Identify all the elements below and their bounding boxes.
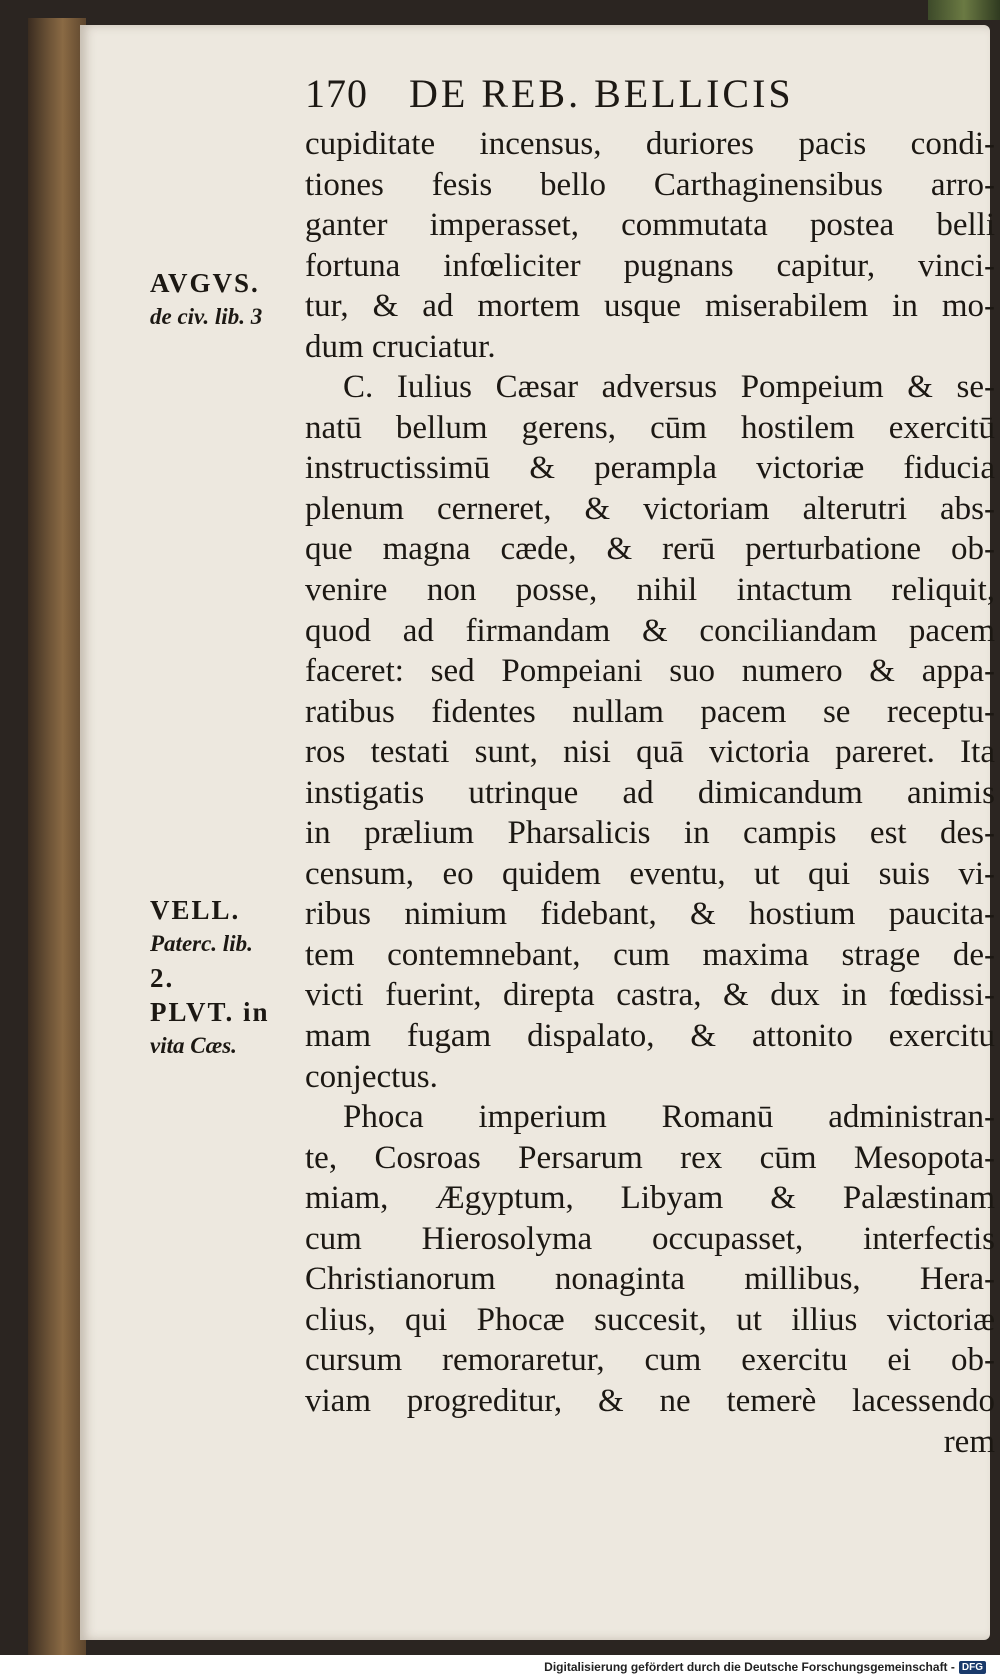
text-line: miam, Ægyptum, Libyam & Palæstinam <box>305 1180 995 1217</box>
text-line: ratibus fidentes nullam pacem se receptu- <box>305 693 995 730</box>
text-line: instigatis utrinque ad dimicandum animis <box>305 774 995 811</box>
text-line: viam progreditur, & ne temerè lacessendo <box>305 1382 995 1419</box>
text-line: plenum cerneret, & victoriam alterutri abs- <box>305 490 995 527</box>
marginal-note-line: AVGVS. <box>150 268 260 298</box>
text-line: ros testati sunt, nisi quā victoria pareret. Ita <box>305 734 995 771</box>
text-line: venire non posse, nihil intactum reliquit, <box>305 572 995 609</box>
text-line: mam fugam dispalato, & attonito exercitu <box>305 1018 995 1055</box>
text-line: instructissimū & perampla victoriæ fiducia <box>305 450 995 487</box>
text-line: tur, & ad mortem usque miserabilem in mo- <box>305 288 995 325</box>
text-line: tem contemnebant, cum maxima strage de- <box>305 936 995 973</box>
text-line: quod ad firmandam & conciliandam pacem <box>305 612 995 649</box>
text-line: clius, qui Phocæ succesit, ut illius victoriæ <box>305 1301 995 1338</box>
text-line: natū bellum gerens, cūm hostilem exercitū <box>305 409 995 446</box>
text-line: in prælium Pharsalicis in campis est des- <box>305 815 995 852</box>
text-line: conjectus. <box>305 1058 438 1095</box>
text-line: cupiditate incensus, duriores pacis condi- <box>305 126 995 162</box>
dfg-logo: DFG <box>959 1661 986 1674</box>
catchword: rem <box>943 1423 995 1460</box>
text-line: ganter imperasset, commutata postea belli <box>305 207 995 244</box>
text-line: dum cruciatur. <box>305 328 496 365</box>
marginal-note-line: 2. <box>150 963 175 993</box>
digitization-credit <box>544 1660 986 1674</box>
credit-text: Digitalisierung gefördert durch die Deutsche Forschungsgemeinschaft - <box>544 1660 955 1674</box>
text-line: censum, eo quidem eventu, ut qui suis vi- <box>305 855 995 892</box>
running-header <box>305 70 955 117</box>
text-line: C. Iulius Cæsar adversus Pompeium & se- <box>343 369 995 406</box>
marginal-note-line: PLVT. in <box>150 997 270 1027</box>
text-line: victi fuerint, direpta castra, & dux in fœdissi- <box>305 977 995 1014</box>
running-title: DE REB. BELLICIS <box>409 71 794 116</box>
text-line: que magna cæde, & rerū perturbatione ob- <box>305 531 995 568</box>
marginal-note-velleius <box>150 893 290 1063</box>
text-line: cursum remoraretur, cum exercitu ei ob- <box>305 1342 995 1379</box>
text-line: Christianorum nonaginta millibus, Hera- <box>305 1261 995 1298</box>
book-spine <box>28 18 86 1655</box>
text-line: fortuna infœliciter pugnans capitur, vinci- <box>305 247 995 284</box>
text-line: cum Hierosolyma occupasset, interfectis <box>305 1220 995 1257</box>
page-number: 170 <box>305 71 368 116</box>
marginal-note-line: VELL. <box>150 895 241 925</box>
text-line: ribus nimium fidebant, & hostium paucita- <box>305 896 995 933</box>
text-line: te, Cosroas Persarum rex cūm Mesopota- <box>305 1139 995 1176</box>
text-line: Phoca imperium Romanū administran- <box>343 1099 995 1136</box>
marginal-note-line: vita Cæs. <box>150 1033 237 1058</box>
marginal-note-line: de civ. lib. 3 <box>150 304 263 329</box>
text-line: faceret: sed Pompeiani suo numero & appa- <box>305 653 995 690</box>
main-text-block <box>305 124 995 1462</box>
text-line: tiones fesis bello Carthaginensibus arro- <box>305 166 995 203</box>
marginal-note-augustinus <box>150 266 290 334</box>
corner-detail <box>928 0 1000 20</box>
marginal-note-line: Paterc. lib. <box>150 931 253 956</box>
